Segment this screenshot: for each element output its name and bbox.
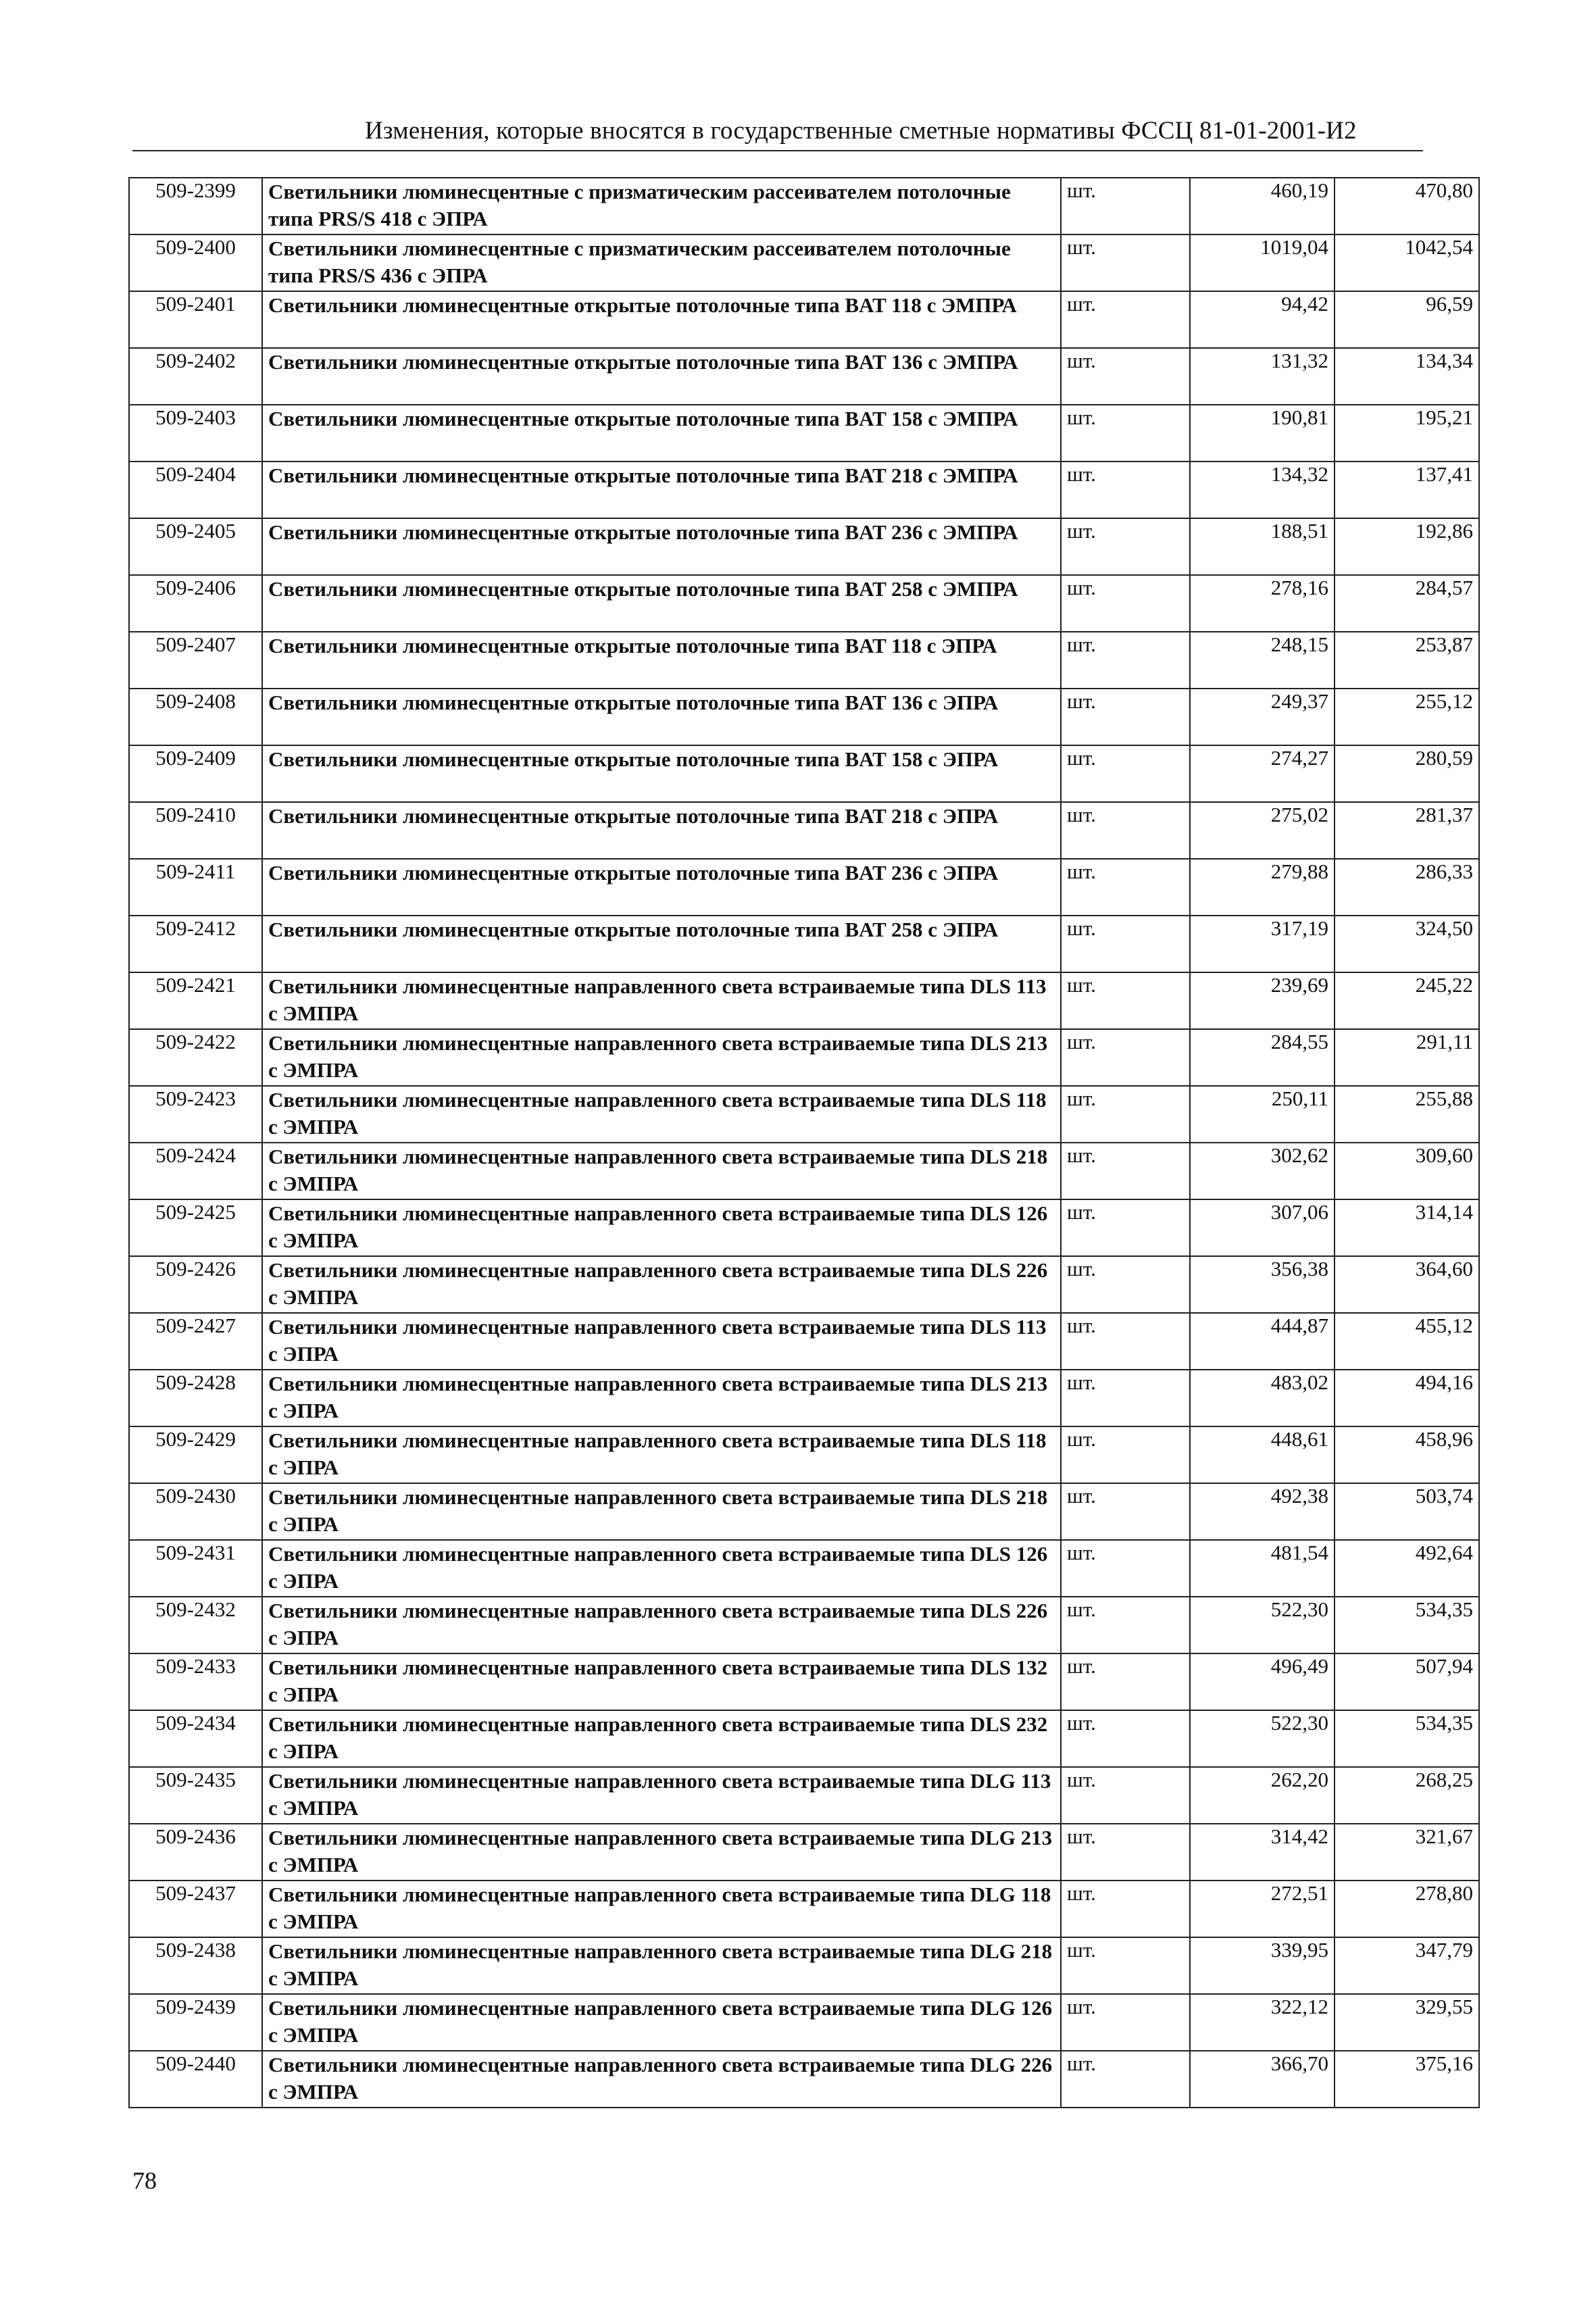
row-price-1: 339,95 [1190, 1937, 1335, 1994]
table-row [129, 1881, 1479, 1937]
row-price-2: 314,14 [1335, 1199, 1479, 1256]
row-unit: шт. [1061, 1143, 1190, 1199]
row-price-1: 356,38 [1190, 1256, 1335, 1313]
row-unit: шт. [1061, 1881, 1190, 1937]
row-price-1: 278,16 [1190, 575, 1335, 632]
table-row [129, 291, 1479, 348]
row-name: Светильники люминесцентные направленного света встраиваемые типа DLS 213 с ЭПРА [262, 1370, 1061, 1426]
row-code: 509-2422 [129, 1029, 262, 1086]
row-code: 509-2402 [129, 348, 262, 405]
row-code: 509-2426 [129, 1256, 262, 1313]
row-code: 509-2433 [129, 1653, 262, 1710]
row-unit: шт. [1061, 1313, 1190, 1370]
row-price-1: 188,51 [1190, 518, 1335, 575]
row-unit: шт. [1061, 1994, 1190, 2051]
table-row [129, 802, 1479, 859]
table-row [129, 745, 1479, 802]
row-price-2: 324,50 [1335, 916, 1479, 972]
row-name: Светильники люминесцентные с призматическим рассеивателем потолочные типа PRS/S 436 с ЭПРА [262, 234, 1061, 291]
row-name: Светильники люминесцентные открытые потолочные типа BAT 118 с ЭМПРА [262, 291, 1061, 348]
row-code: 509-2406 [129, 575, 262, 632]
row-price-1: 492,38 [1190, 1483, 1335, 1540]
table-row [129, 689, 1479, 745]
row-price-1: 522,30 [1190, 1597, 1335, 1653]
row-price-2: 458,96 [1335, 1426, 1479, 1483]
row-name: Светильники люминесцентные открытые потолочные типа BAT 158 с ЭПРА [262, 745, 1061, 802]
row-name: Светильники люминесцентные открытые потолочные типа BAT 158 с ЭМПРА [262, 405, 1061, 462]
table-row [129, 234, 1479, 291]
row-unit: шт. [1061, 234, 1190, 291]
table-row [129, 1426, 1479, 1483]
row-price-1: 190,81 [1190, 405, 1335, 462]
row-unit: шт. [1061, 859, 1190, 916]
row-price-2: 137,41 [1335, 462, 1479, 518]
row-name: Светильники люминесцентные открытые потолочные типа BAT 136 с ЭПРА [262, 689, 1061, 745]
row-code: 509-2428 [129, 1370, 262, 1426]
row-code: 509-2438 [129, 1937, 262, 1994]
row-name: Светильники люминесцентные направленного света встраиваемые типа DLS 126 с ЭПРА [262, 1540, 1061, 1597]
table-row [129, 1483, 1479, 1540]
row-code: 509-2411 [129, 859, 262, 916]
row-name: Светильники люминесцентные направленного света встраиваемые типа DLS 132 с ЭПРА [262, 1653, 1061, 1710]
row-price-2: 321,67 [1335, 1824, 1479, 1881]
row-name: Светильники люминесцентные открытые потолочные типа BAT 258 с ЭМПРА [262, 575, 1061, 632]
row-price-2: 281,37 [1335, 802, 1479, 859]
row-price-1: 460,19 [1190, 178, 1335, 234]
row-name: Светильники люминесцентные направленного света встраиваемые типа DLS 218 с ЭМПРА [262, 1143, 1061, 1199]
row-price-1: 134,32 [1190, 462, 1335, 518]
norms-table [128, 177, 1480, 2108]
row-price-1: 279,88 [1190, 859, 1335, 916]
row-unit: шт. [1061, 972, 1190, 1029]
row-unit: шт. [1061, 518, 1190, 575]
row-unit: шт. [1061, 1199, 1190, 1256]
row-code: 509-2412 [129, 916, 262, 972]
row-unit: шт. [1061, 291, 1190, 348]
row-price-1: 249,37 [1190, 689, 1335, 745]
table-row [129, 1824, 1479, 1881]
row-code: 509-2408 [129, 689, 262, 745]
row-price-1: 250,11 [1190, 1086, 1335, 1143]
row-price-2: 1042,54 [1335, 234, 1479, 291]
norms-table-body [129, 178, 1479, 2108]
row-unit: шт. [1061, 1597, 1190, 1653]
row-unit: шт. [1061, 1426, 1190, 1483]
row-price-1: 496,49 [1190, 1653, 1335, 1710]
row-price-1: 366,70 [1190, 2051, 1335, 2108]
page-number: 78 [132, 2167, 157, 2194]
row-price-1: 94,42 [1190, 291, 1335, 348]
row-price-1: 322,12 [1190, 1994, 1335, 2051]
row-name: Светильники люминесцентные направленного света встраиваемые типа DLS 213 с ЭМПРА [262, 1029, 1061, 1086]
row-price-2: 507,94 [1335, 1653, 1479, 1710]
header-rule [132, 150, 1423, 151]
row-price-1: 284,55 [1190, 1029, 1335, 1086]
table-row [129, 518, 1479, 575]
row-code: 509-2427 [129, 1313, 262, 1370]
row-price-2: 503,74 [1335, 1483, 1479, 1540]
row-price-2: 347,79 [1335, 1937, 1479, 1994]
row-price-2: 96,59 [1335, 291, 1479, 348]
row-price-2: 534,35 [1335, 1597, 1479, 1653]
row-price-1: 248,15 [1190, 632, 1335, 689]
row-price-1: 262,20 [1190, 1767, 1335, 1824]
row-name: Светильники люминесцентные открытые потолочные типа BAT 218 с ЭМПРА [262, 462, 1061, 518]
table-row [129, 2051, 1479, 2108]
row-code: 509-2432 [129, 1597, 262, 1653]
row-code: 509-2399 [129, 178, 262, 234]
row-price-1: 314,42 [1190, 1824, 1335, 1881]
row-price-2: 309,60 [1335, 1143, 1479, 1199]
table-row [129, 1313, 1479, 1370]
row-code: 509-2436 [129, 1824, 262, 1881]
row-price-2: 195,21 [1335, 405, 1479, 462]
row-name: Светильники люминесцентные направленного света встраиваемые типа DLG 218 с ЭМПРА [262, 1937, 1061, 1994]
row-unit: шт. [1061, 1483, 1190, 1540]
row-price-2: 255,88 [1335, 1086, 1479, 1143]
row-name: Светильники люминесцентные направленного света встраиваемые типа DLS 226 с ЭПРА [262, 1597, 1061, 1653]
table-row [129, 1199, 1479, 1256]
row-unit: шт. [1061, 1937, 1190, 1994]
row-name: Светильники люминесцентные открытые потолочные типа BAT 218 с ЭПРА [262, 802, 1061, 859]
table-row [129, 575, 1479, 632]
row-code: 509-2400 [129, 234, 262, 291]
row-price-1: 317,19 [1190, 916, 1335, 972]
row-name: Светильники люминесцентные направленного света встраиваемые типа DLG 118 с ЭМПРА [262, 1881, 1061, 1937]
row-name: Светильники люминесцентные направленного света встраиваемые типа DLS 118 с ЭПРА [262, 1426, 1061, 1483]
row-name: Светильники люминесцентные направленного света встраиваемые типа DLG 113 с ЭМПРА [262, 1767, 1061, 1824]
row-price-2: 492,64 [1335, 1540, 1479, 1597]
row-price-2: 455,12 [1335, 1313, 1479, 1370]
row-price-2: 268,25 [1335, 1767, 1479, 1824]
table-row [129, 1143, 1479, 1199]
row-price-1: 272,51 [1190, 1881, 1335, 1937]
row-code: 509-2440 [129, 2051, 262, 2108]
row-name: Светильники люминесцентные направленного света встраиваемые типа DLG 226 с ЭМПРА [262, 2051, 1061, 2108]
row-code: 509-2401 [129, 291, 262, 348]
table-row [129, 1710, 1479, 1767]
table-row [129, 178, 1479, 234]
table-row [129, 405, 1479, 462]
row-price-1: 448,61 [1190, 1426, 1335, 1483]
row-unit: шт. [1061, 1086, 1190, 1143]
table-row [129, 348, 1479, 405]
row-name: Светильники люминесцентные открытые потолочные типа BAT 118 с ЭПРА [262, 632, 1061, 689]
row-unit: шт. [1061, 802, 1190, 859]
row-price-1: 481,54 [1190, 1540, 1335, 1597]
row-price-2: 253,87 [1335, 632, 1479, 689]
row-price-1: 302,62 [1190, 1143, 1335, 1199]
row-name: Светильники люминесцентные направленного света встраиваемые типа DLS 218 с ЭПРА [262, 1483, 1061, 1540]
row-code: 509-2407 [129, 632, 262, 689]
page-header: Изменения, которые вносятся в государственные сметные нормативы ФССЦ 81-01-2001-И2 [365, 117, 1357, 145]
row-price-2: 291,11 [1335, 1029, 1479, 1086]
row-code: 509-2410 [129, 802, 262, 859]
row-code: 509-2439 [129, 1994, 262, 2051]
row-price-1: 1019,04 [1190, 234, 1335, 291]
row-name: Светильники люминесцентные с призматическим рассеивателем потолочные типа PRS/S 418 с ЭПРА [262, 178, 1061, 234]
table-row [129, 1086, 1479, 1143]
table-row [129, 1370, 1479, 1426]
row-price-1: 307,06 [1190, 1199, 1335, 1256]
row-code: 509-2424 [129, 1143, 262, 1199]
row-unit: шт. [1061, 1767, 1190, 1824]
row-price-1: 275,02 [1190, 802, 1335, 859]
row-name: Светильники люминесцентные открытые потолочные типа BAT 236 с ЭПРА [262, 859, 1061, 916]
row-unit: шт. [1061, 575, 1190, 632]
row-code: 509-2404 [129, 462, 262, 518]
row-name: Светильники люминесцентные направленного света встраиваемые типа DLG 213 с ЭМПРА [262, 1824, 1061, 1881]
row-unit: шт. [1061, 916, 1190, 972]
table-row [129, 972, 1479, 1029]
row-code: 509-2403 [129, 405, 262, 462]
row-unit: шт. [1061, 1370, 1190, 1426]
row-price-1: 522,30 [1190, 1710, 1335, 1767]
row-price-2: 534,35 [1335, 1710, 1479, 1767]
row-code: 509-2430 [129, 1483, 262, 1540]
row-price-2: 134,34 [1335, 348, 1479, 405]
row-code: 509-2435 [129, 1767, 262, 1824]
row-unit: шт. [1061, 1540, 1190, 1597]
table-row [129, 1256, 1479, 1313]
row-price-1: 483,02 [1190, 1370, 1335, 1426]
row-unit: шт. [1061, 1710, 1190, 1767]
table-row [129, 1029, 1479, 1086]
row-price-2: 278,80 [1335, 1881, 1479, 1937]
row-unit: шт. [1061, 632, 1190, 689]
row-unit: шт. [1061, 405, 1190, 462]
row-price-2: 329,55 [1335, 1994, 1479, 2051]
table-row [129, 1767, 1479, 1824]
table-row [129, 1994, 1479, 2051]
row-unit: шт. [1061, 1653, 1190, 1710]
table-row [129, 1653, 1479, 1710]
row-name: Светильники люминесцентные направленного света встраиваемые типа DLG 126 с ЭМПРА [262, 1994, 1061, 2051]
table-row [129, 632, 1479, 689]
row-price-2: 192,86 [1335, 518, 1479, 575]
table-row [129, 1937, 1479, 1994]
row-code: 509-2425 [129, 1199, 262, 1256]
table-row [129, 916, 1479, 972]
row-name: Светильники люминесцентные направленного света встраиваемые типа DLS 113 с ЭМПРА [262, 972, 1061, 1029]
row-code: 509-2437 [129, 1881, 262, 1937]
row-unit: шт. [1061, 1824, 1190, 1881]
row-name: Светильники люминесцентные направленного света встраиваемые типа DLS 113 с ЭПРА [262, 1313, 1061, 1370]
row-price-2: 375,16 [1335, 2051, 1479, 2108]
row-code: 509-2431 [129, 1540, 262, 1597]
row-name: Светильники люминесцентные направленного света встраиваемые типа DLS 126 с ЭМПРА [262, 1199, 1061, 1256]
row-unit: шт. [1061, 689, 1190, 745]
row-unit: шт. [1061, 2051, 1190, 2108]
row-price-2: 284,57 [1335, 575, 1479, 632]
row-price-2: 255,12 [1335, 689, 1479, 745]
table-row [129, 1540, 1479, 1597]
table-row [129, 462, 1479, 518]
row-price-1: 131,32 [1190, 348, 1335, 405]
row-unit: шт. [1061, 348, 1190, 405]
row-price-2: 245,22 [1335, 972, 1479, 1029]
row-name: Светильники люминесцентные направленного света встраиваемые типа DLS 226 с ЭМПРА [262, 1256, 1061, 1313]
row-unit: шт. [1061, 745, 1190, 802]
row-price-1: 274,27 [1190, 745, 1335, 802]
row-unit: шт. [1061, 462, 1190, 518]
row-price-1: 444,87 [1190, 1313, 1335, 1370]
row-price-1: 239,69 [1190, 972, 1335, 1029]
row-price-2: 286,33 [1335, 859, 1479, 916]
row-name: Светильники люминесцентные открытые потолочные типа BAT 236 с ЭМПРА [262, 518, 1061, 575]
row-name: Светильники люминесцентные открытые потолочные типа BAT 258 с ЭПРА [262, 916, 1061, 972]
row-price-2: 280,59 [1335, 745, 1479, 802]
row-price-2: 494,16 [1335, 1370, 1479, 1426]
table-row [129, 859, 1479, 916]
row-code: 509-2409 [129, 745, 262, 802]
row-unit: шт. [1061, 1029, 1190, 1086]
row-code: 509-2423 [129, 1086, 262, 1143]
row-code: 509-2421 [129, 972, 262, 1029]
row-name: Светильники люминесцентные открытые потолочные типа BAT 136 с ЭМПРА [262, 348, 1061, 405]
row-code: 509-2405 [129, 518, 262, 575]
row-name: Светильники люминесцентные направленного света встраиваемые типа DLS 232 с ЭПРА [262, 1710, 1061, 1767]
row-unit: шт. [1061, 178, 1190, 234]
row-name: Светильники люминесцентные направленного света встраиваемые типа DLS 118 с ЭМПРА [262, 1086, 1061, 1143]
row-price-2: 364,60 [1335, 1256, 1479, 1313]
row-unit: шт. [1061, 1256, 1190, 1313]
row-price-2: 470,80 [1335, 178, 1479, 234]
row-code: 509-2429 [129, 1426, 262, 1483]
table-row [129, 1597, 1479, 1653]
row-code: 509-2434 [129, 1710, 262, 1767]
